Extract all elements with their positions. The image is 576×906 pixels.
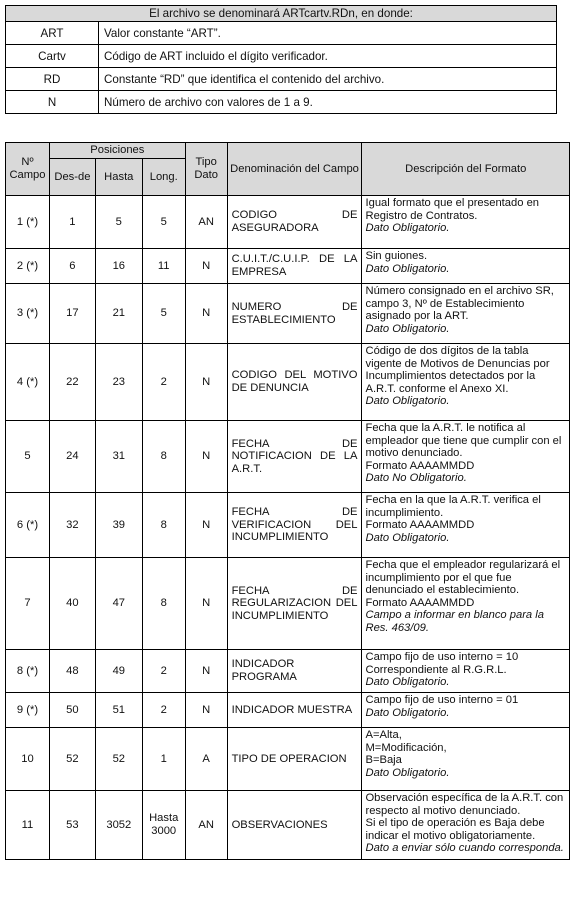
desde-value: 17 bbox=[49, 284, 95, 344]
long-value: 2 bbox=[142, 344, 185, 421]
hasta-value: 23 bbox=[95, 344, 142, 421]
campo-number: 3 (*) bbox=[6, 284, 50, 344]
table-row bbox=[6, 284, 570, 344]
desde-value: 53 bbox=[49, 791, 95, 860]
table-row bbox=[6, 650, 570, 693]
desde-value: 40 bbox=[49, 558, 95, 650]
field-name: CODIGO DEL MOTIVO DE DENUNCIA bbox=[227, 344, 362, 421]
naming-table bbox=[5, 5, 557, 114]
format-description bbox=[362, 728, 570, 791]
field-name: NUMERO DE ESTABLECIMIENTO bbox=[227, 284, 362, 344]
long-value: 8 bbox=[142, 421, 185, 493]
long-value: 8 bbox=[142, 493, 185, 558]
naming-desc: Valor constante “ART”. bbox=[99, 22, 557, 45]
description-text: Fecha que la A.R.T. le notifica al empleador que tiene que cumplir con el motivo denunciado. Formato AAAAMMDD bbox=[365, 422, 562, 472]
campo-number: 9 (*) bbox=[6, 693, 50, 728]
table-row bbox=[6, 196, 570, 249]
desde-value: 48 bbox=[49, 650, 95, 693]
desde-value: 24 bbox=[49, 421, 95, 493]
format-description bbox=[362, 421, 570, 493]
format-table bbox=[5, 142, 570, 860]
hasta-value: 52 bbox=[95, 728, 142, 791]
long-value: 5 bbox=[142, 196, 185, 249]
naming-title: El archivo se denominará ARTcartv.RDn, en donde: bbox=[6, 6, 557, 22]
naming-key: ART bbox=[6, 22, 99, 45]
format-description bbox=[362, 558, 570, 650]
header-posiciones: Posiciones bbox=[49, 143, 185, 159]
tipo-value: A bbox=[185, 728, 227, 791]
naming-desc: Número de archivo con valores de 1 a 9. bbox=[99, 91, 557, 114]
desde-value: 32 bbox=[49, 493, 95, 558]
field-name: CODIGO DE ASEGURADORA bbox=[227, 196, 362, 249]
tipo-value: AN bbox=[185, 791, 227, 860]
obligation-note: Campo a informar en blanco para la Res. 463/09. bbox=[365, 609, 544, 634]
campo-number: 7 bbox=[6, 558, 50, 650]
desde-value: 6 bbox=[49, 249, 95, 284]
format-description bbox=[362, 249, 570, 284]
format-description bbox=[362, 284, 570, 344]
campo-number: 10 bbox=[6, 728, 50, 791]
naming-key: Cartv bbox=[6, 45, 99, 68]
description-text: Campo fijo de uso interno = 10 Correspondiente al R.G.R.L. bbox=[365, 651, 519, 676]
header-long: Long. bbox=[142, 159, 185, 196]
campo-number: 8 (*) bbox=[6, 650, 50, 693]
hasta-value: 49 bbox=[95, 650, 142, 693]
format-description bbox=[362, 493, 570, 558]
description-text: Código de dos dígitos de la tabla vigente de Motivos de Denuncias por Incumplimientos detectados por la A.R.T. conforme el Anexo XI. bbox=[365, 345, 550, 395]
long-value: 2 bbox=[142, 693, 185, 728]
long-value: Hasta 3000 bbox=[142, 791, 185, 860]
campo-number: 2 (*) bbox=[6, 249, 50, 284]
description-text: Observación específica de la A.R.T. con respecto al motivo denunciado. Si el tipo de operación es Baja debe indicar el motivo obligatoriamente. bbox=[365, 792, 564, 842]
table-row bbox=[6, 693, 570, 728]
header-hasta: Hasta bbox=[95, 159, 142, 196]
header-desde: Des-de bbox=[49, 159, 95, 196]
campo-number: 4 (*) bbox=[6, 344, 50, 421]
long-value: 8 bbox=[142, 558, 185, 650]
desde-value: 1 bbox=[49, 196, 95, 249]
naming-key: RD bbox=[6, 68, 99, 91]
long-value: 5 bbox=[142, 284, 185, 344]
tipo-value: N bbox=[185, 344, 227, 421]
tipo-value: N bbox=[185, 421, 227, 493]
obligation-note: Dato Obligatorio. bbox=[365, 262, 450, 275]
naming-desc: Constante “RD” que identifica el contenido del archivo. bbox=[99, 68, 557, 91]
obligation-note: Dato Obligatorio. bbox=[365, 395, 450, 408]
description-text: Igual formato que el presentado en Registro de Contratos. bbox=[365, 197, 540, 222]
format-description bbox=[362, 791, 570, 860]
table-row bbox=[6, 421, 570, 493]
field-name: FECHA DE REGULARIZACION DEL INCUMPLIMIENTO bbox=[227, 558, 362, 650]
hasta-value: 16 bbox=[95, 249, 142, 284]
obligation-note: Dato Obligatorio. bbox=[365, 766, 450, 779]
obligation-note: Dato No Obligatorio. bbox=[365, 472, 467, 485]
header-denominacion: Denominación del Campo bbox=[227, 143, 362, 196]
table-row bbox=[6, 791, 570, 860]
format-description bbox=[362, 650, 570, 693]
desde-value: 22 bbox=[49, 344, 95, 421]
description-text: Fecha que el empleador regularizará el incumplimiento por el que fue denunciado el establecimiento. Formato AAAAMMDD bbox=[365, 559, 561, 609]
long-value: 2 bbox=[142, 650, 185, 693]
tipo-value: N bbox=[185, 284, 227, 344]
hasta-value: 3052 bbox=[95, 791, 142, 860]
obligation-note: Dato Obligatorio. bbox=[365, 322, 450, 335]
table-row bbox=[6, 493, 570, 558]
field-name: C.U.I.T./C.U.I.P. DE LA EMPRESA bbox=[227, 249, 362, 284]
hasta-value: 5 bbox=[95, 196, 142, 249]
naming-desc: Código de ART incluido el dígito verificador. bbox=[99, 45, 557, 68]
description-text: Sin guiones. bbox=[365, 250, 428, 262]
description-text: Fecha en la que la A.R.T. verifica el incumplimiento. Formato AAAAMMDD bbox=[365, 494, 541, 532]
desde-value: 50 bbox=[49, 693, 95, 728]
hasta-value: 39 bbox=[95, 493, 142, 558]
obligation-note: Dato Obligatorio. bbox=[365, 706, 450, 719]
hasta-value: 21 bbox=[95, 284, 142, 344]
field-name: FECHA DE NOTIFICACION DE LA A.R.T. bbox=[227, 421, 362, 493]
header-tipo: Tipo Dato bbox=[185, 143, 227, 196]
description-text: Número consignado en el archivo SR, campo 3, Nº de Establecimiento asignado por la ART. bbox=[365, 285, 554, 323]
tipo-value: N bbox=[185, 493, 227, 558]
hasta-value: 47 bbox=[95, 558, 142, 650]
format-rows bbox=[6, 196, 570, 860]
format-description bbox=[362, 196, 570, 249]
campo-number: 6 (*) bbox=[6, 493, 50, 558]
tipo-value: N bbox=[185, 693, 227, 728]
hasta-value: 51 bbox=[95, 693, 142, 728]
long-value: 11 bbox=[142, 249, 185, 284]
tipo-value: N bbox=[185, 650, 227, 693]
header-campo: Nº Campo bbox=[6, 143, 50, 196]
table-row bbox=[6, 249, 570, 284]
header-descripcion: Descripción del Formato bbox=[362, 143, 570, 196]
format-description bbox=[362, 344, 570, 421]
field-name: TIPO DE OPERACION bbox=[227, 728, 362, 791]
obligation-note: Dato a enviar sólo cuando corresponda. bbox=[365, 842, 564, 855]
tipo-value: AN bbox=[185, 196, 227, 249]
format-description bbox=[362, 693, 570, 728]
field-name: OBSERVACIONES bbox=[227, 791, 362, 860]
table-row bbox=[6, 728, 570, 791]
obligation-note: Dato Obligatorio. bbox=[365, 531, 450, 544]
long-value: 1 bbox=[142, 728, 185, 791]
tipo-value: N bbox=[185, 249, 227, 284]
table-row bbox=[6, 558, 570, 650]
campo-number: 11 bbox=[6, 791, 50, 860]
table-row bbox=[6, 344, 570, 421]
description-text: A=Alta, M=Modificación, B=Baja bbox=[365, 729, 447, 767]
field-name: INDICADOR PROGRAMA bbox=[227, 650, 362, 693]
campo-number: 1 (*) bbox=[6, 196, 50, 249]
campo-number: 5 bbox=[6, 421, 50, 493]
desde-value: 52 bbox=[49, 728, 95, 791]
obligation-note: Dato Obligatorio. bbox=[365, 222, 450, 235]
field-name: FECHA DE VERIFICACION DEL INCUMPLIMIENTO bbox=[227, 493, 362, 558]
obligation-note: Dato Obligatorio. bbox=[365, 676, 450, 689]
description-text: Campo fijo de uso interno = 01 bbox=[365, 694, 519, 706]
naming-key: N bbox=[6, 91, 99, 114]
hasta-value: 31 bbox=[95, 421, 142, 493]
tipo-value: N bbox=[185, 558, 227, 650]
field-name: INDICADOR MUESTRA bbox=[227, 693, 362, 728]
